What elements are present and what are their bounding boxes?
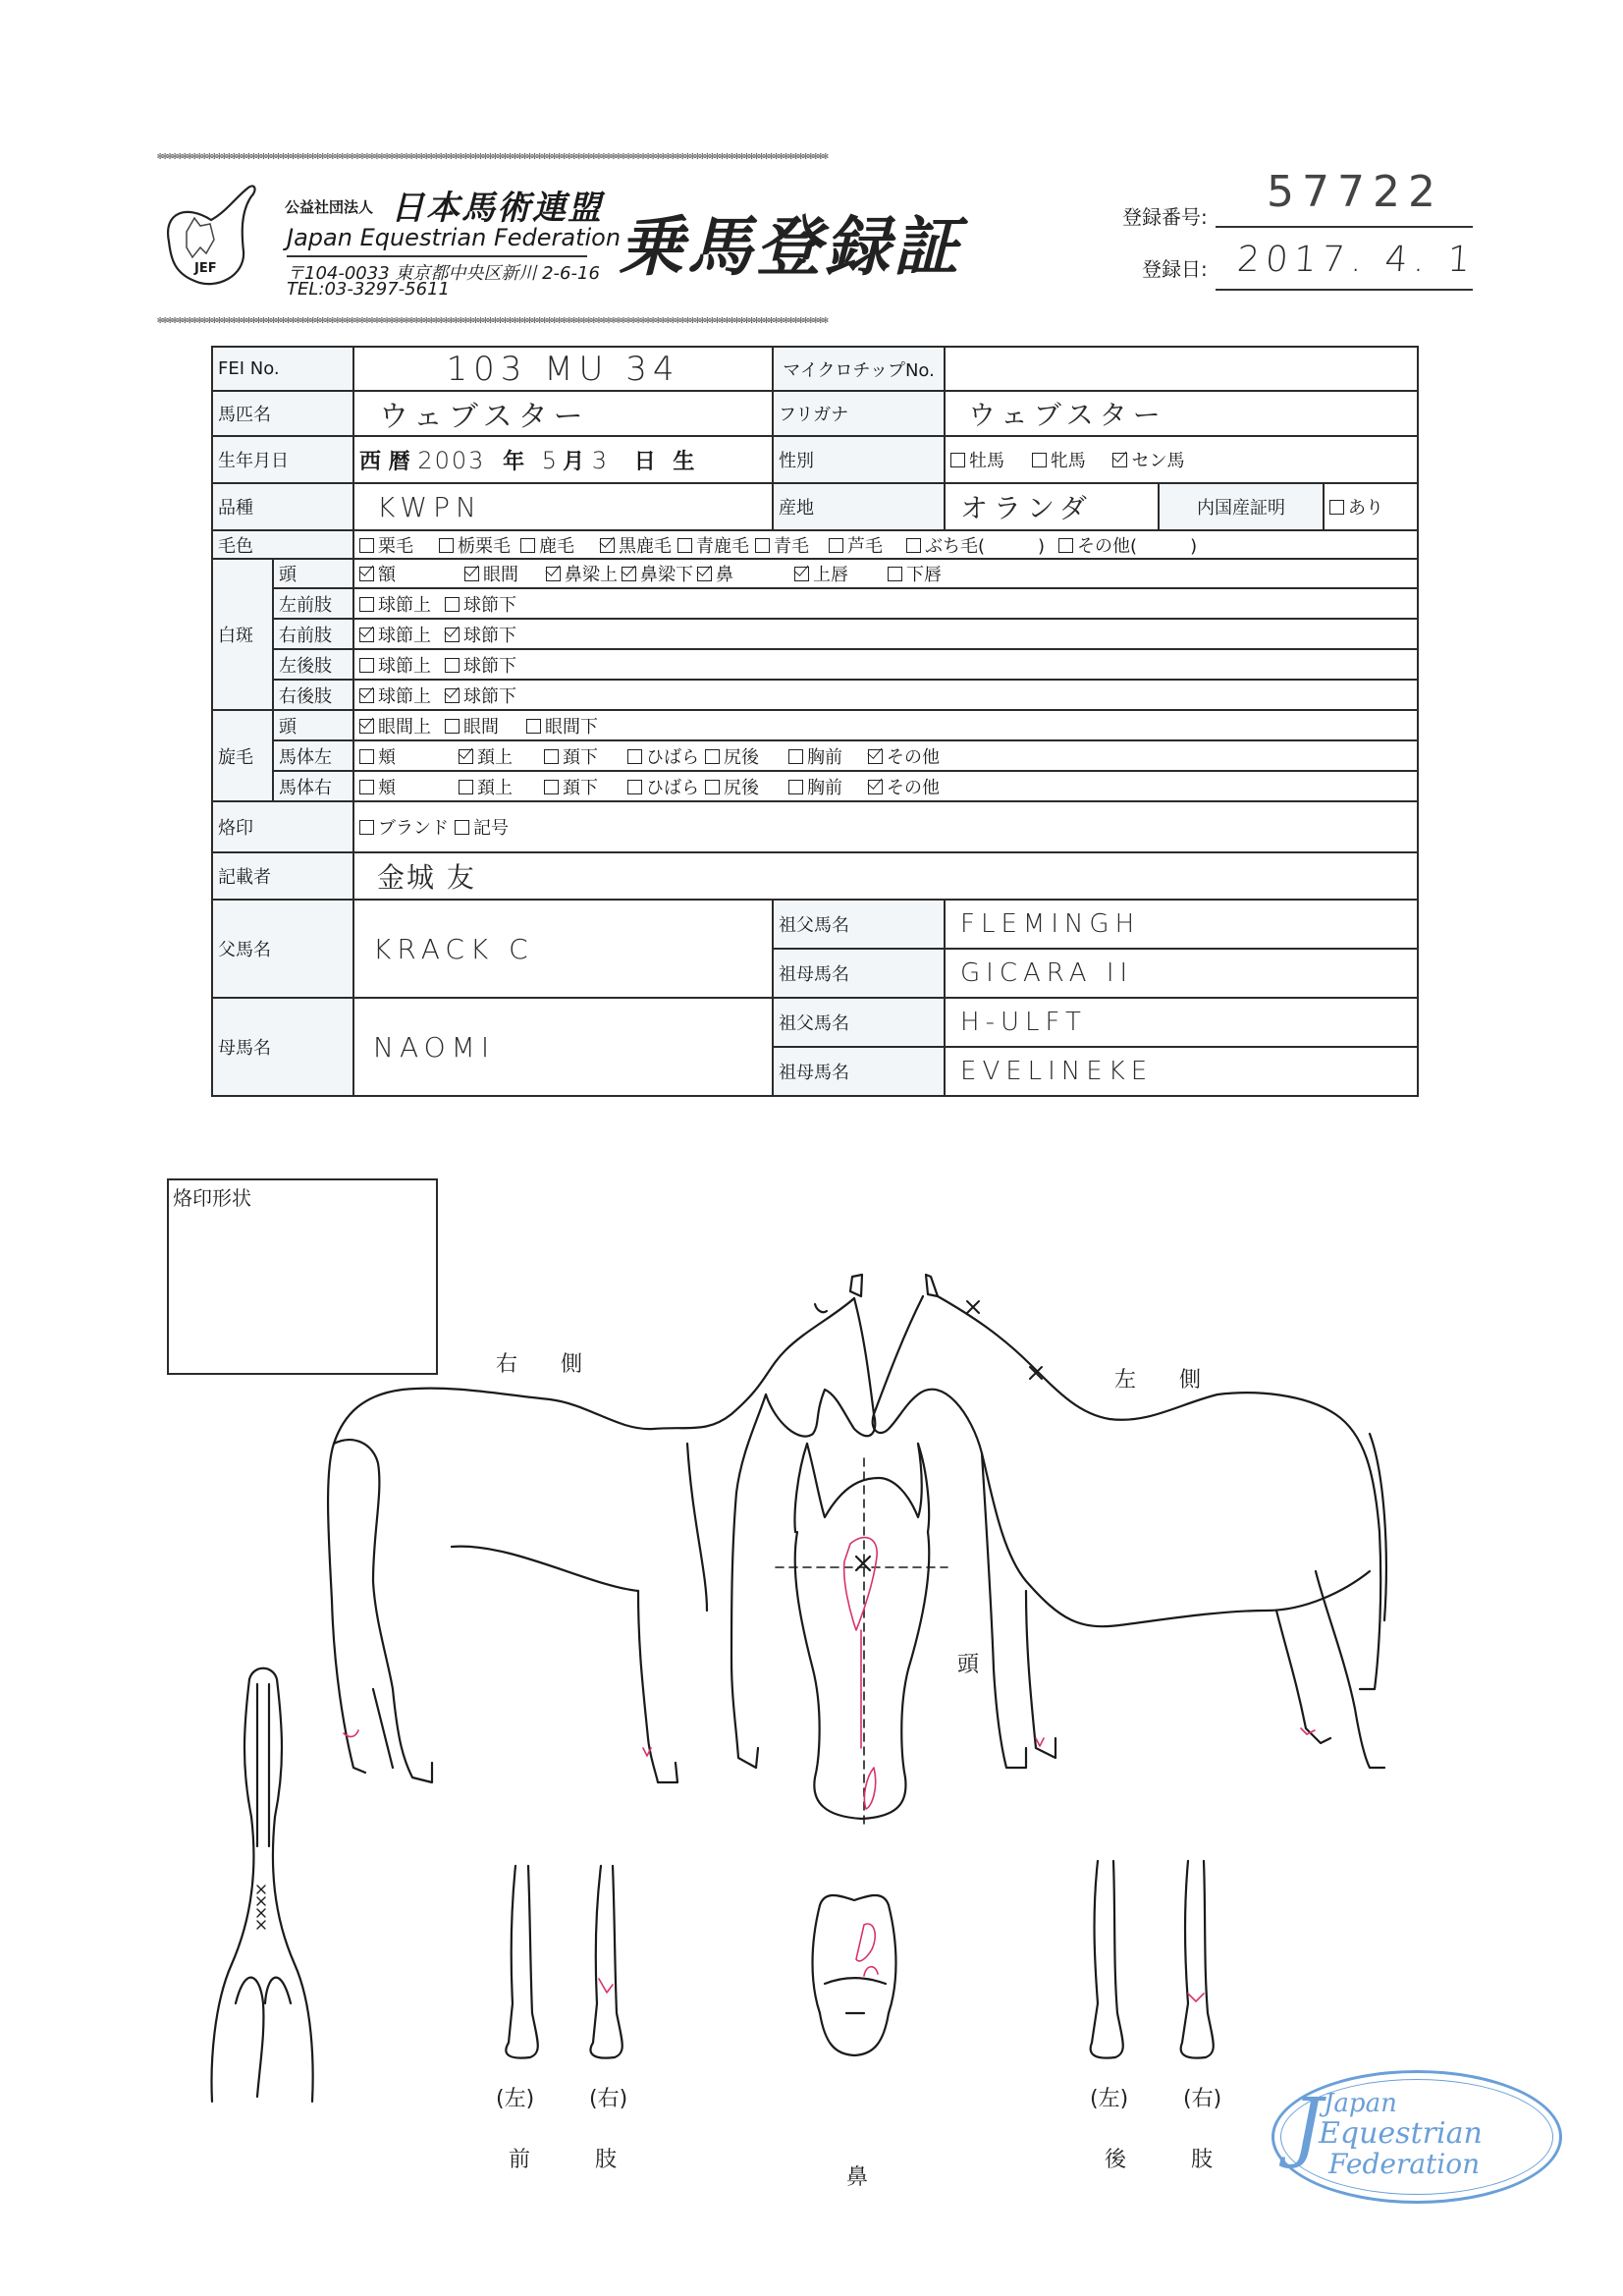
marking-part: 右後肢 [273, 680, 353, 710]
sire-value: KRACK C [373, 932, 534, 965]
fei-label: FEI No. [212, 347, 353, 391]
sire-grandsire-label: 祖父馬名 [773, 900, 945, 949]
whorls-label: 旋毛 [212, 710, 273, 801]
dam-granddam-value: EVELINEKE [960, 1057, 1154, 1086]
marking-option[interactable]: 鼻梁下 [622, 561, 693, 586]
whorl-option[interactable]: 頚上 [459, 743, 513, 769]
foreleg-right-label: (右) [589, 2087, 628, 2111]
whorl-part: 頭 [273, 710, 353, 740]
dam-granddam-label: 祖母馬名 [773, 1047, 945, 1096]
whorl-option[interactable]: 頚下 [544, 743, 598, 769]
marking-option[interactable]: 球節上 [359, 683, 431, 708]
foreleg-left-label: (左) [496, 2087, 535, 2111]
dam-grandsire-label: 祖父馬名 [773, 998, 945, 1047]
recorder-label: 記載者 [212, 852, 353, 900]
fei-number: 103 MU 34 [446, 349, 680, 389]
breed-label: 品種 [212, 483, 353, 530]
marking-part: 右前肢 [273, 619, 353, 649]
markings-label: 白斑 [212, 559, 273, 710]
marking-part: 頭 [273, 559, 353, 588]
marking-option[interactable]: 下唇 [888, 561, 942, 586]
org-name-ja: 日本馬術連盟 [391, 189, 603, 228]
hindleg-right-label: (右) [1183, 2087, 1222, 2111]
whorl-option[interactable]: 眼間下 [526, 713, 598, 738]
recorder-value: 金城 友 [377, 861, 476, 894]
furigana-value: ウェブスター [968, 399, 1166, 431]
nose-label: 鼻 [846, 2165, 869, 2190]
reg-number-label: 登録番号: [1122, 205, 1208, 229]
left-side-horse-icon [873, 1275, 1386, 1768]
whorl-option[interactable]: 頬 [359, 774, 396, 799]
brand-option[interactable]: ブランド [359, 814, 449, 840]
coat-option[interactable]: 黒鹿毛 [600, 532, 672, 558]
domestic-cert-option[interactable]: あり [1324, 483, 1418, 530]
right-side-horse-icon [328, 1275, 875, 1782]
horse-name-value: ウェブスター [379, 400, 589, 434]
birth-year: 2003 [417, 446, 486, 474]
sex-option-gelding[interactable]: セン馬 [1112, 447, 1184, 472]
birth-month: 5 [541, 446, 564, 474]
whorl-option[interactable]: ひばら [627, 774, 699, 799]
coat-option[interactable]: 栃栗毛 [439, 532, 511, 558]
org-tel: TEL:03-3297-5611 [287, 279, 450, 300]
brand-label: 烙印 [212, 801, 353, 852]
reg-date-label: 登録日: [1142, 257, 1208, 281]
marking-part: 左後肢 [273, 649, 353, 680]
left-side-label: 左 側 [1114, 1368, 1202, 1393]
origin-label: 産地 [773, 483, 945, 530]
whorl-option[interactable]: 頚上 [459, 774, 513, 799]
head-label: 頭 [957, 1653, 980, 1677]
forelegs-front-view-icon [506, 1866, 622, 2058]
marking-stroke [1036, 1738, 1044, 1746]
birth-day-unit: 日 [633, 449, 656, 474]
nose-front-view-icon [813, 1895, 896, 2055]
whorl-option[interactable]: 頚下 [544, 774, 598, 799]
reg-number-value: 57722 [1267, 167, 1443, 217]
marking-option[interactable]: 球節下 [445, 652, 516, 678]
coat-option[interactable]: 青鹿毛 [677, 532, 749, 558]
top-view-icon [212, 1668, 313, 2102]
brand-shape-label: 烙印形状 [173, 1186, 251, 1210]
stamp-line1: Japan [1324, 2089, 1397, 2118]
certificate-title: 乗馬登録証 [619, 209, 962, 285]
domestic-cert-label: 内国産証明 [1159, 483, 1324, 530]
header-bottom-border: ✻✻✻✻✻✻✻✻✻✻✻✻✻✻✻✻✻✻✻✻✻✻✻✻✻✻✻✻✻✻✻✻✻✻✻✻✻✻✻✻✻✻✻✻✻✻✻✻✻✻✻✻✻✻✻✻✻✻✻✻✻✻✻✻✻✻✻✻✻✻✻✻✻✻✻✻✻✻✻✻✻✻✻✻✻✻✻✻✻✻✻✻✻✻✻✻✻✻✻✻✻✻✻✻✻✻✻✻✻✻✻✻✻✻✻✻✻✻✻✻✻✻✻✻✻✻✻✻✻✻✻✻✻✻✻✻ [157, 316, 828, 326]
hindlegs-rear-view-icon [1091, 1861, 1214, 2058]
sex-label: 性別 [773, 436, 945, 483]
org-address: 〒104-0033 東京都中央区新川 2-6-16 [287, 263, 600, 284]
marking-option[interactable]: 鼻梁上 [546, 561, 618, 586]
marking-part: 左前肢 [273, 588, 353, 619]
stamp-j-glyph: J [1292, 2083, 1324, 2171]
origin-value: オランダ [960, 492, 1093, 524]
whorl-option[interactable]: 尻後 [705, 774, 759, 799]
dam-grandsire-value: H-ULFT [960, 1008, 1087, 1037]
coat-option[interactable]: その他( ) [1058, 532, 1197, 558]
whorl-option[interactable]: その他 [868, 743, 940, 769]
coat-label: 毛色 [212, 530, 353, 559]
horse-name-label: 馬匹名 [212, 391, 353, 436]
whorl-part: 馬体左 [273, 740, 353, 771]
marking-option[interactable]: 球節下 [445, 622, 516, 647]
marking-option[interactable]: 球節上 [359, 622, 431, 647]
right-side-label: 右 側 [496, 1352, 583, 1377]
hindleg-left-label: (左) [1090, 2087, 1129, 2111]
sire-granddam-label: 祖母馬名 [773, 949, 945, 998]
sire-granddam-value: GICARA II [960, 958, 1134, 988]
jef-stamp [1271, 2070, 1562, 2204]
sex-option-stallion[interactable]: 牡馬 [950, 447, 1004, 472]
logo-text: JEF [194, 261, 217, 276]
birth-month-unit: 月 [563, 449, 585, 474]
stamp-line2: Equestrian [1319, 2116, 1483, 2151]
coat-option[interactable]: 芦毛 [829, 532, 883, 558]
brand-option[interactable]: 記号 [455, 814, 509, 840]
birth-label: 生年月日 [212, 436, 353, 483]
whorl-option[interactable]: その他 [868, 774, 940, 799]
whorl-option[interactable]: 尻後 [705, 743, 759, 769]
dam-label: 母馬名 [212, 998, 353, 1096]
sire-grandsire-value: FLEMINGH [960, 909, 1141, 939]
dam-value: NAOMI [373, 1030, 496, 1064]
marking-option[interactable]: 球節下 [445, 683, 516, 708]
coat-option[interactable]: 青毛 [755, 532, 809, 558]
furigana-label: フリガナ [773, 391, 945, 436]
whorl-option[interactable]: 眼間上 [359, 713, 431, 738]
marking-option[interactable]: 上唇 [794, 561, 848, 586]
birth-era: 西 暦 [359, 449, 410, 474]
coat-option[interactable]: 鹿毛 [520, 532, 574, 558]
whorl-option[interactable]: 眼間 [445, 713, 499, 738]
marking-option[interactable]: 眼間 [464, 561, 518, 586]
org-name-en: Japan Equestrian Federation [287, 224, 622, 251]
breed-value: KWPN [377, 490, 482, 523]
reg-date-value: 2017. 4. 1 [1235, 240, 1478, 280]
whorl-option[interactable]: 胸前 [788, 774, 842, 799]
sire-label: 父馬名 [212, 900, 353, 998]
whorl-part: 馬体右 [273, 771, 353, 801]
marking-option[interactable]: 球節上 [359, 591, 431, 617]
stamp-line3: Federation [1328, 2148, 1481, 2180]
birth-year-unit: 年 [503, 449, 525, 474]
birth-day: 3 [591, 446, 614, 474]
coat-option[interactable]: ぶち毛( ) [906, 532, 1045, 558]
org-type: 公益社団法人 [285, 198, 374, 216]
foreleg-caption: 前 肢 [509, 2148, 618, 2172]
head-front-view-icon [776, 1444, 947, 1827]
coat-option[interactable]: 栗毛 [359, 532, 413, 558]
birth-suffix: 生 [673, 449, 695, 474]
microchip-label: マイクロチップNo. [773, 347, 945, 391]
marking-option[interactable]: 球節上 [359, 652, 431, 678]
marking-option[interactable]: 額 [359, 561, 396, 586]
whorl-option[interactable]: 胸前 [788, 743, 842, 769]
marking-option[interactable]: 鼻 [697, 561, 733, 586]
whorl-option[interactable]: ひばら [627, 743, 699, 769]
hindleg-caption: 後 肢 [1105, 2148, 1214, 2172]
sex-option-mare[interactable]: 牝馬 [1032, 447, 1086, 472]
whorl-option[interactable]: 頬 [359, 743, 396, 769]
marking-option[interactable]: 球節下 [445, 591, 516, 617]
top-border: ✻✻✻✻✻✻✻✻✻✻✻✻✻✻✻✻✻✻✻✻✻✻✻✻✻✻✻✻✻✻✻✻✻✻✻✻✻✻✻✻✻✻✻✻✻✻✻✻✻✻✻✻✻✻✻✻✻✻✻✻✻✻✻✻✻✻✻✻✻✻✻✻✻✻✻✻✻✻✻✻✻✻✻✻✻✻✻✻✻✻✻✻✻✻✻✻✻✻✻✻✻✻✻✻✻✻✻✻✻✻✻✻✻✻✻✻✻✻✻✻✻✻✻✻✻✻✻✻✻✻✻✻✻✻✻✻ [157, 152, 828, 162]
